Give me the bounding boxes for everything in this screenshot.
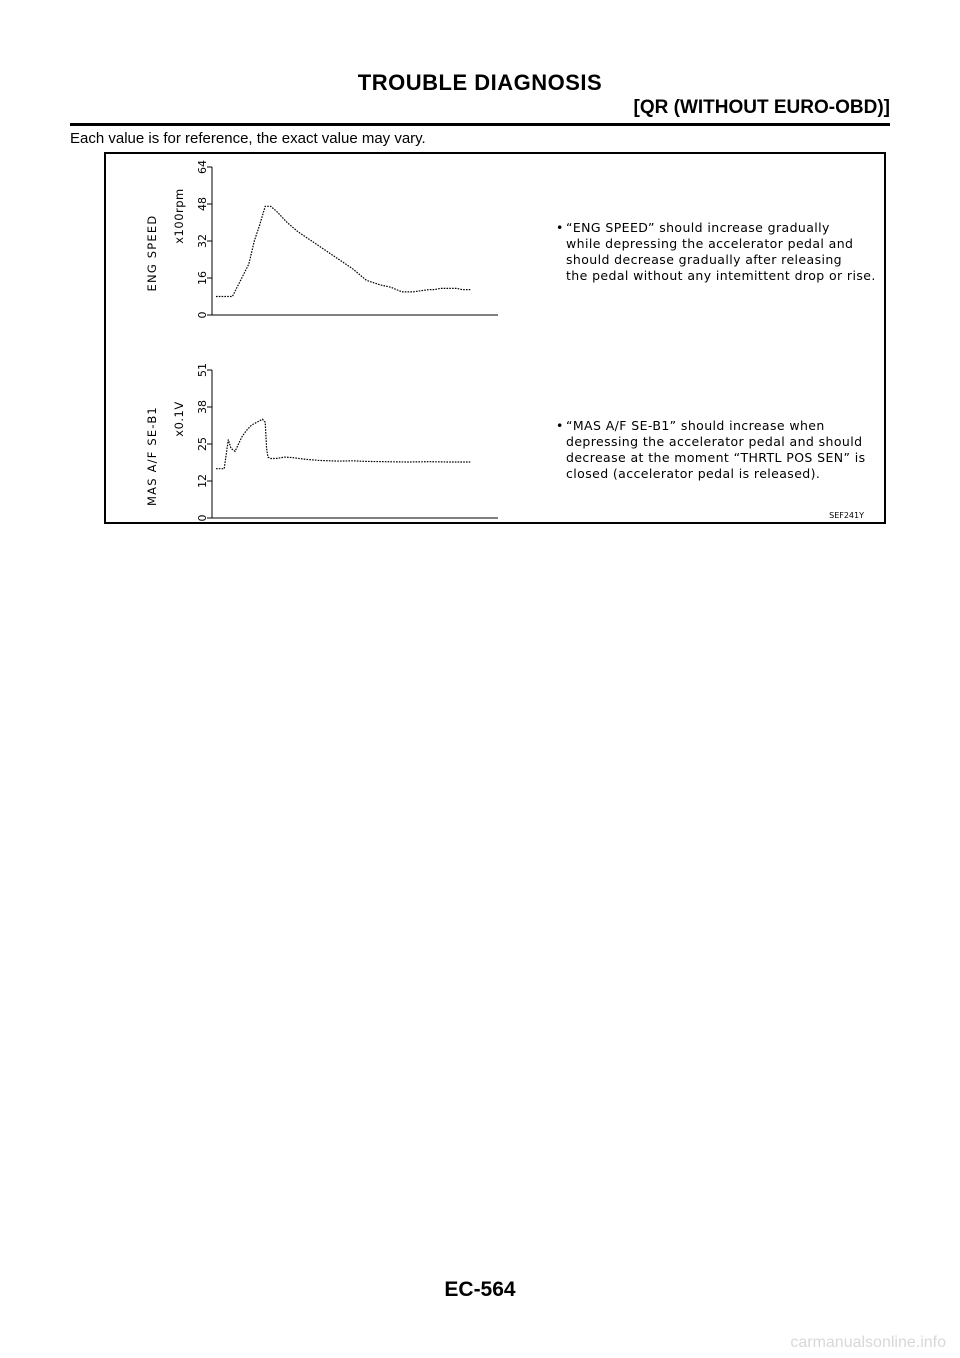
y-tick-label: 32 — [196, 234, 209, 248]
figure-id: SEF241Y — [829, 511, 864, 520]
y-tick-label: 38 — [196, 400, 209, 414]
page-subtitle: [QR (WITHOUT EURO-OBD)] — [633, 97, 890, 118]
intro-text: Each value is for reference, the exact value may vary. — [70, 130, 426, 147]
y-axis-unit: x0.1V — [172, 401, 186, 437]
y-tick-label: 48 — [196, 197, 209, 211]
y-axis-label: MAS A/F SE-B1 — [145, 406, 159, 506]
note-line: “MAS A/F SE-B1” should increase when — [566, 418, 825, 433]
y-tick-label: 25 — [196, 437, 209, 451]
maf-sensor-note — [556, 418, 866, 482]
eng-speed-note — [556, 220, 876, 284]
note-line: the pedal without any intemittent drop or rise. — [566, 268, 876, 283]
watermark: carmanualsonline.info — [790, 1334, 946, 1351]
page-title: TROUBLE DIAGNOSIS — [357, 70, 603, 95]
y-tick-label: 51 — [196, 363, 209, 377]
page-number: EC-564 — [444, 1278, 516, 1301]
y-tick-label: 12 — [196, 474, 209, 488]
note-line: while depressing the accelerator pedal and — [566, 236, 854, 251]
series-line — [216, 206, 470, 296]
bullet: • — [556, 220, 564, 235]
y-tick-label: 0 — [196, 514, 209, 522]
note-line: should decrease gradually after releasing — [566, 252, 843, 267]
y-axis-unit: x100rpm — [172, 188, 186, 244]
y-tick-label: 16 — [196, 271, 209, 285]
note-line: depressing the accelerator pedal and should — [566, 434, 863, 449]
y-axis-label: ENG SPEED — [145, 214, 159, 292]
note-line: decrease at the moment “THRTL POS SEN” is — [566, 450, 866, 465]
series-line — [216, 419, 470, 468]
y-tick-label: 0 — [196, 311, 209, 319]
header-divider — [70, 123, 890, 126]
bullet: • — [556, 418, 564, 433]
figure-frame — [104, 152, 886, 524]
note-line: “ENG SPEED” should increase gradually — [566, 220, 830, 235]
y-tick-label: 64 — [196, 160, 209, 174]
note-line: closed (accelerator pedal is released). — [566, 466, 821, 481]
